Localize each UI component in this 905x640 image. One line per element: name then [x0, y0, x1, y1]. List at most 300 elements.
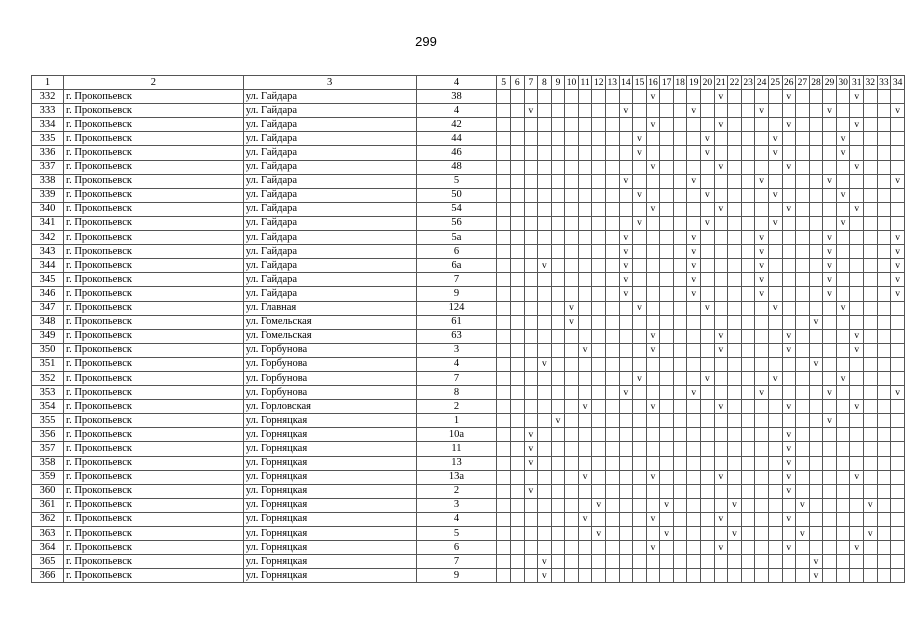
mark-cell: [728, 231, 742, 245]
mark-cell: v: [782, 541, 796, 555]
mark-cell: [741, 428, 755, 442]
row-number: 353: [32, 386, 64, 400]
mark-cell: [877, 132, 891, 146]
mark-cell: [565, 498, 579, 512]
mark-cell: [796, 160, 810, 174]
house-cell: 13а: [416, 470, 497, 484]
city-cell: г. Прокопьевск: [63, 118, 243, 132]
mark-cell: [673, 104, 687, 118]
mark-cell: [714, 315, 728, 329]
mark-cell: [633, 287, 647, 301]
mark-cell: [673, 442, 687, 456]
mark-cell: [877, 371, 891, 385]
mark-cell: [660, 541, 674, 555]
mark-cell: [510, 202, 524, 216]
mark-cell: [877, 146, 891, 160]
street-cell: ул. Гайдара: [243, 132, 416, 146]
mark-cell: [741, 301, 755, 315]
mark-cell: [891, 512, 905, 526]
mark-cell: v: [701, 216, 715, 230]
mark-cell: [714, 371, 728, 385]
table-row: [32, 160, 905, 174]
mark-cell: [768, 245, 782, 259]
mark-cell: [497, 202, 511, 216]
mark-cell: [673, 329, 687, 343]
mark-cell: [796, 569, 810, 583]
mark-cell: [863, 512, 877, 526]
mark-cell: [524, 541, 538, 555]
street-cell: ул. Гайдара: [243, 273, 416, 287]
mark-cell: [850, 104, 864, 118]
mark-cell: [619, 470, 633, 484]
mark-cell: [863, 287, 877, 301]
table-row: [32, 259, 905, 273]
mark-cell: [728, 90, 742, 104]
mark-cell: [823, 442, 837, 456]
mark-cell: [660, 371, 674, 385]
mark-cell: v: [850, 329, 864, 343]
mark-cell: [741, 231, 755, 245]
mark-cell: [768, 386, 782, 400]
mark-cell: [836, 174, 850, 188]
mark-cell: [660, 202, 674, 216]
mark-cell: [524, 414, 538, 428]
mark-cell: [809, 470, 823, 484]
mark-cell: [782, 132, 796, 146]
mark-cell: [796, 245, 810, 259]
street-cell: ул. Гайдара: [243, 245, 416, 259]
house-cell: 54: [416, 202, 497, 216]
mark-cell: v: [823, 273, 837, 287]
mark-cell: [836, 541, 850, 555]
mark-cell: [850, 569, 864, 583]
house-cell: 1: [416, 414, 497, 428]
mark-cell: v: [891, 104, 905, 118]
mark-cell: v: [592, 527, 606, 541]
row-number: 349: [32, 329, 64, 343]
mark-cell: [673, 343, 687, 357]
mark-cell: [768, 118, 782, 132]
column-header: 19: [687, 76, 701, 90]
mark-cell: [646, 442, 660, 456]
mark-cell: [809, 188, 823, 202]
mark-cell: [524, 569, 538, 583]
mark-cell: v: [633, 188, 647, 202]
mark-cell: [524, 315, 538, 329]
mark-cell: [578, 216, 592, 230]
mark-cell: [863, 428, 877, 442]
mark-cell: v: [850, 118, 864, 132]
mark-cell: [551, 357, 565, 371]
mark-cell: [714, 132, 728, 146]
mark-cell: [606, 90, 620, 104]
mark-cell: [660, 287, 674, 301]
city-cell: г. Прокопьевск: [63, 287, 243, 301]
mark-cell: v: [646, 400, 660, 414]
house-cell: 9: [416, 569, 497, 583]
column-header: 32: [863, 76, 877, 90]
mark-cell: [877, 259, 891, 273]
mark-cell: [741, 541, 755, 555]
mark-cell: [538, 231, 552, 245]
house-cell: 48: [416, 160, 497, 174]
mark-cell: [497, 428, 511, 442]
mark-cell: [823, 146, 837, 160]
mark-cell: [755, 512, 769, 526]
mark-cell: v: [755, 174, 769, 188]
mark-cell: v: [538, 259, 552, 273]
mark-cell: [741, 216, 755, 230]
mark-cell: [701, 428, 715, 442]
mark-cell: [565, 357, 579, 371]
row-number: 339: [32, 188, 64, 202]
mark-cell: [524, 188, 538, 202]
mark-cell: [701, 442, 715, 456]
mark-cell: [687, 414, 701, 428]
mark-cell: [755, 160, 769, 174]
mark-cell: [755, 470, 769, 484]
mark-cell: [565, 555, 579, 569]
mark-cell: [701, 456, 715, 470]
mark-cell: [891, 371, 905, 385]
mark-cell: v: [646, 343, 660, 357]
mark-cell: v: [646, 160, 660, 174]
mark-cell: [768, 428, 782, 442]
mark-cell: [510, 118, 524, 132]
column-header: 31: [850, 76, 864, 90]
mark-cell: [660, 273, 674, 287]
mark-cell: [538, 118, 552, 132]
mark-cell: [755, 301, 769, 315]
mark-cell: v: [660, 498, 674, 512]
column-header: 33: [877, 76, 891, 90]
mark-cell: [538, 174, 552, 188]
mark-cell: [823, 527, 837, 541]
city-cell: г. Прокопьевск: [63, 329, 243, 343]
mark-cell: v: [823, 245, 837, 259]
mark-cell: [619, 371, 633, 385]
mark-cell: [755, 414, 769, 428]
mark-cell: v: [850, 90, 864, 104]
house-cell: 44: [416, 132, 497, 146]
mark-cell: [850, 188, 864, 202]
house-cell: 38: [416, 90, 497, 104]
mark-cell: [578, 132, 592, 146]
mark-cell: [592, 569, 606, 583]
mark-cell: [728, 470, 742, 484]
mark-cell: [782, 174, 796, 188]
mark-cell: [538, 527, 552, 541]
house-cell: 124: [416, 301, 497, 315]
city-cell: г. Прокопьевск: [63, 216, 243, 230]
mark-cell: [673, 231, 687, 245]
mark-cell: [877, 202, 891, 216]
mark-cell: v: [809, 315, 823, 329]
mark-cell: [701, 104, 715, 118]
mark-cell: [510, 470, 524, 484]
mark-cell: [741, 245, 755, 259]
mark-cell: [673, 287, 687, 301]
house-cell: 56: [416, 216, 497, 230]
street-cell: ул. Главная: [243, 301, 416, 315]
row-number: 333: [32, 104, 64, 118]
mark-cell: v: [578, 400, 592, 414]
mark-cell: [592, 132, 606, 146]
mark-cell: [633, 428, 647, 442]
mark-cell: [768, 357, 782, 371]
mark-cell: [687, 90, 701, 104]
mark-cell: [782, 301, 796, 315]
mark-cell: [823, 484, 837, 498]
mark-cell: v: [714, 512, 728, 526]
mark-cell: v: [687, 259, 701, 273]
mark-cell: [497, 400, 511, 414]
mark-cell: [687, 315, 701, 329]
mark-cell: [565, 541, 579, 555]
mark-cell: [809, 287, 823, 301]
mark-cell: [551, 442, 565, 456]
mark-cell: [538, 428, 552, 442]
mark-cell: [714, 259, 728, 273]
mark-cell: [796, 104, 810, 118]
street-cell: ул. Гайдара: [243, 259, 416, 273]
mark-cell: [606, 484, 620, 498]
mark-cell: [538, 329, 552, 343]
mark-cell: [728, 569, 742, 583]
city-cell: г. Прокопьевск: [63, 569, 243, 583]
mark-cell: [863, 470, 877, 484]
mark-cell: [714, 301, 728, 315]
table-row: [32, 484, 905, 498]
city-cell: г. Прокопьевск: [63, 301, 243, 315]
mark-cell: v: [714, 541, 728, 555]
mark-cell: [728, 315, 742, 329]
mark-cell: [836, 329, 850, 343]
mark-cell: v: [619, 259, 633, 273]
mark-cell: [538, 160, 552, 174]
mark-cell: [633, 456, 647, 470]
street-cell: ул. Гайдара: [243, 202, 416, 216]
house-cell: 2: [416, 400, 497, 414]
city-cell: г. Прокопьевск: [63, 90, 243, 104]
column-header: 34: [891, 76, 905, 90]
mark-cell: [606, 231, 620, 245]
mark-cell: [578, 146, 592, 160]
mark-cell: [741, 414, 755, 428]
mark-cell: [836, 512, 850, 526]
mark-cell: [728, 216, 742, 230]
mark-cell: v: [714, 202, 728, 216]
mark-cell: [796, 216, 810, 230]
mark-cell: [877, 301, 891, 315]
mark-cell: [578, 160, 592, 174]
mark-cell: [606, 343, 620, 357]
mark-cell: [891, 343, 905, 357]
mark-cell: [687, 343, 701, 357]
mark-cell: [728, 456, 742, 470]
mark-cell: [850, 414, 864, 428]
mark-cell: [578, 541, 592, 555]
mark-cell: [551, 400, 565, 414]
mark-cell: [578, 104, 592, 118]
mark-cell: [646, 555, 660, 569]
mark-cell: [551, 456, 565, 470]
mark-cell: [497, 569, 511, 583]
mark-cell: [565, 146, 579, 160]
mark-cell: [606, 259, 620, 273]
mark-cell: [551, 386, 565, 400]
table-row: [32, 202, 905, 216]
mark-cell: [538, 343, 552, 357]
mark-cell: [836, 400, 850, 414]
mark-cell: [836, 414, 850, 428]
mark-cell: v: [768, 132, 782, 146]
mark-cell: v: [823, 231, 837, 245]
mark-cell: [660, 428, 674, 442]
street-cell: ул. Горбунова: [243, 343, 416, 357]
row-number: 348: [32, 315, 64, 329]
mark-cell: v: [891, 259, 905, 273]
mark-cell: [701, 174, 715, 188]
mark-cell: [809, 343, 823, 357]
house-cell: 10а: [416, 428, 497, 442]
mark-cell: [565, 188, 579, 202]
mark-cell: [687, 371, 701, 385]
mark-cell: [836, 527, 850, 541]
column-header: 3: [243, 76, 416, 90]
row-number: 355: [32, 414, 64, 428]
mark-cell: [836, 456, 850, 470]
row-number: 334: [32, 118, 64, 132]
mark-cell: [660, 470, 674, 484]
mark-cell: [687, 456, 701, 470]
mark-cell: v: [782, 428, 796, 442]
mark-cell: [551, 273, 565, 287]
house-cell: 6: [416, 245, 497, 259]
mark-cell: [619, 555, 633, 569]
mark-cell: [660, 259, 674, 273]
mark-cell: v: [714, 343, 728, 357]
mark-cell: [551, 498, 565, 512]
mark-cell: [836, 470, 850, 484]
row-number: 341: [32, 216, 64, 230]
mark-cell: [877, 456, 891, 470]
mark-cell: [728, 259, 742, 273]
house-cell: 3: [416, 343, 497, 357]
mark-cell: [592, 386, 606, 400]
row-number: 344: [32, 259, 64, 273]
house-cell: 6: [416, 541, 497, 555]
mark-cell: [592, 470, 606, 484]
mark-cell: [578, 386, 592, 400]
mark-cell: [551, 315, 565, 329]
mark-cell: v: [768, 146, 782, 160]
mark-cell: v: [538, 569, 552, 583]
mark-cell: v: [768, 216, 782, 230]
mark-cell: [660, 132, 674, 146]
mark-cell: [538, 442, 552, 456]
mark-cell: [850, 527, 864, 541]
city-cell: г. Прокопьевск: [63, 428, 243, 442]
mark-cell: [755, 188, 769, 202]
mark-cell: [619, 456, 633, 470]
street-cell: ул. Горняцкая: [243, 512, 416, 526]
mark-cell: [714, 174, 728, 188]
mark-cell: [768, 470, 782, 484]
table-row: [32, 498, 905, 512]
mark-cell: v: [850, 202, 864, 216]
mark-cell: [673, 132, 687, 146]
mark-cell: [836, 90, 850, 104]
mark-cell: [538, 273, 552, 287]
mark-cell: [592, 287, 606, 301]
mark-cell: [538, 498, 552, 512]
mark-cell: [673, 414, 687, 428]
mark-cell: [809, 273, 823, 287]
mark-cell: [646, 287, 660, 301]
mark-cell: [497, 160, 511, 174]
mark-cell: [592, 273, 606, 287]
mark-cell: [633, 541, 647, 555]
mark-cell: [578, 273, 592, 287]
mark-cell: [565, 118, 579, 132]
mark-cell: [592, 90, 606, 104]
mark-cell: v: [768, 188, 782, 202]
mark-cell: [497, 555, 511, 569]
column-header: 4: [416, 76, 497, 90]
mark-cell: [565, 414, 579, 428]
mark-cell: v: [809, 569, 823, 583]
street-cell: ул. Гайдара: [243, 146, 416, 160]
mark-cell: v: [633, 216, 647, 230]
mark-cell: [687, 484, 701, 498]
mark-cell: [687, 202, 701, 216]
mark-cell: [863, 442, 877, 456]
mark-cell: [524, 90, 538, 104]
mark-cell: [877, 357, 891, 371]
mark-cell: [877, 527, 891, 541]
mark-cell: [660, 569, 674, 583]
mark-cell: [863, 118, 877, 132]
mark-cell: [510, 259, 524, 273]
mark-cell: [755, 343, 769, 357]
house-cell: 4: [416, 357, 497, 371]
mark-cell: [578, 287, 592, 301]
column-header: 21: [714, 76, 728, 90]
mark-cell: [714, 216, 728, 230]
mark-cell: v: [714, 90, 728, 104]
mark-cell: [565, 231, 579, 245]
mark-cell: [524, 386, 538, 400]
mark-cell: [646, 259, 660, 273]
mark-cell: [606, 202, 620, 216]
mark-cell: [823, 541, 837, 555]
table-row: [32, 555, 905, 569]
mark-cell: [619, 400, 633, 414]
mark-cell: [619, 527, 633, 541]
street-cell: ул. Гайдара: [243, 216, 416, 230]
mark-cell: [768, 259, 782, 273]
mark-cell: [646, 146, 660, 160]
mark-cell: [741, 188, 755, 202]
mark-cell: [565, 216, 579, 230]
mark-cell: [850, 512, 864, 526]
mark-cell: [619, 414, 633, 428]
city-cell: г. Прокопьевск: [63, 498, 243, 512]
column-header: 1: [32, 76, 64, 90]
mark-cell: [877, 555, 891, 569]
mark-cell: v: [728, 498, 742, 512]
